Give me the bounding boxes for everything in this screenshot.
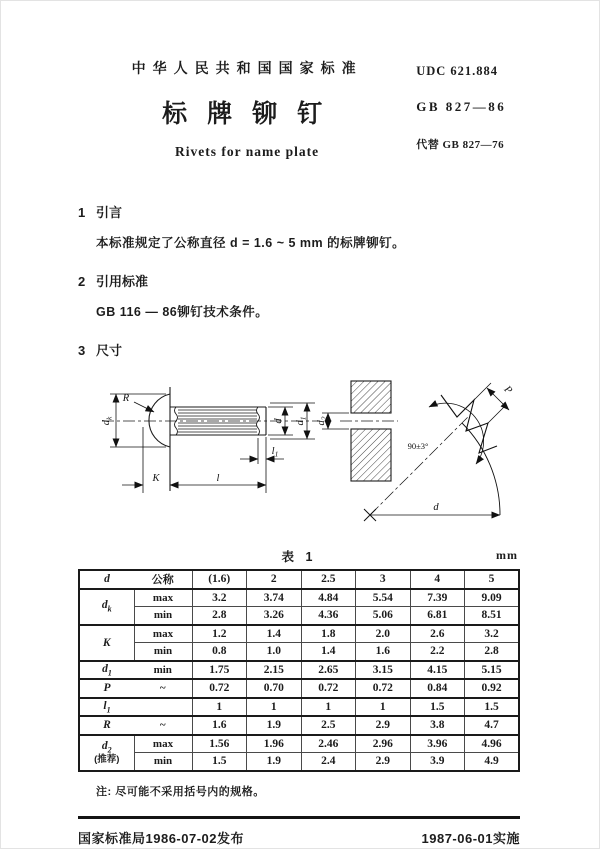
table-row bbox=[79, 679, 519, 698]
dimensions-table bbox=[78, 569, 520, 772]
table-cell: 1.6 bbox=[192, 716, 247, 735]
plate-hole-section-view bbox=[322, 381, 398, 481]
table-row bbox=[79, 643, 519, 661]
row-qualifier: min bbox=[134, 753, 192, 771]
table-cell: 4.9 bbox=[465, 753, 520, 771]
table-cell: 2.5 bbox=[301, 570, 356, 589]
table-cell: 0.70 bbox=[247, 679, 302, 698]
table-caption: 表 1 bbox=[281, 550, 317, 564]
row-qualifier: min bbox=[134, 607, 192, 625]
row-label: $d_2$ (推荐) bbox=[79, 735, 134, 771]
table-cell: 3.74 bbox=[247, 589, 302, 607]
table-row bbox=[79, 625, 519, 643]
superseded-standard: 代替 GB 827—76 bbox=[416, 139, 505, 151]
row-qualifier: 公称 bbox=[134, 570, 192, 589]
table-cell: 1.6 bbox=[356, 643, 411, 661]
table-cell: 5.15 bbox=[465, 661, 520, 680]
shank-diameter-label: d bbox=[273, 418, 284, 424]
table-cell: 0.8 bbox=[192, 643, 247, 661]
row-qualifier: min bbox=[134, 661, 192, 680]
table-cell: 0.92 bbox=[465, 679, 520, 698]
row-qualifier: max bbox=[134, 589, 192, 607]
table-cell: 3.15 bbox=[356, 661, 411, 680]
table-cell: 1.75 bbox=[192, 661, 247, 680]
table-cell: 1.5 bbox=[192, 753, 247, 771]
head-diameter-label: $d_k$ bbox=[101, 416, 114, 426]
document-footer bbox=[78, 816, 520, 847]
row-qualifier: max bbox=[134, 735, 192, 753]
table-cell: 4 bbox=[410, 570, 465, 589]
national-standard-name: 中华人民共和国国家标准 bbox=[131, 60, 363, 76]
row-label: $d_1$ bbox=[79, 661, 134, 680]
table-row bbox=[79, 753, 519, 771]
table-cell: 2.96 bbox=[356, 735, 411, 753]
table-cell: 1.9 bbox=[247, 716, 302, 735]
section-2-heading bbox=[78, 271, 520, 290]
table-cell: 2.4 bbox=[301, 753, 356, 771]
table-cell: (1.6) bbox=[192, 570, 247, 589]
table-cell: 6.81 bbox=[410, 607, 465, 625]
knurl-diameter-label: $d_1$ bbox=[295, 416, 308, 426]
section-2-body: GB 116 — 86铆钉技术条件。 bbox=[96, 305, 269, 319]
table-cell: 3.2 bbox=[192, 589, 247, 607]
table-cell: 0.72 bbox=[301, 679, 356, 698]
table-cell: 5.06 bbox=[356, 607, 411, 625]
radius-label: R bbox=[122, 393, 130, 404]
table-cell: 2.5 bbox=[301, 716, 356, 735]
document-title-english: Rivets for name plate bbox=[175, 144, 320, 159]
knurl-angle-label: 90±3° bbox=[407, 441, 429, 451]
table-cell: 3.9 bbox=[410, 753, 465, 771]
table-cell: 8.51 bbox=[465, 607, 520, 625]
header-title-block bbox=[78, 58, 416, 160]
detail-diameter-label: d bbox=[433, 502, 439, 513]
table-cell: 1.96 bbox=[247, 735, 302, 753]
table-cell: 3.2 bbox=[465, 625, 520, 643]
table-cell: 9.09 bbox=[465, 589, 520, 607]
table-row bbox=[79, 698, 519, 717]
row-label: $d_k$ bbox=[79, 589, 134, 625]
body-sections bbox=[78, 202, 520, 359]
table-cell: 4.36 bbox=[301, 607, 356, 625]
table-row bbox=[79, 716, 519, 735]
table-cell: 3.26 bbox=[247, 607, 302, 625]
effective-date: 1987-06-01实施 bbox=[421, 830, 520, 846]
table-cell: 1.0 bbox=[247, 643, 302, 661]
table-cell: 5 bbox=[465, 570, 520, 589]
table-cell: 2 bbox=[247, 570, 302, 589]
table-cell: 2.2 bbox=[410, 643, 465, 661]
row-label: d bbox=[79, 570, 134, 589]
section-number: 3 bbox=[78, 343, 86, 358]
table-row bbox=[79, 661, 519, 680]
table-cell: 2.8 bbox=[192, 607, 247, 625]
table-cell: 2.8 bbox=[465, 643, 520, 661]
row-label: R bbox=[79, 716, 134, 735]
section-3-heading bbox=[78, 340, 520, 359]
row-qualifier: ~ bbox=[134, 716, 192, 735]
section-number: 2 bbox=[78, 274, 86, 289]
table-cell: 2.0 bbox=[356, 625, 411, 643]
section-title: 引言 bbox=[96, 205, 123, 220]
table-cell: 3.8 bbox=[410, 716, 465, 735]
row-label: K bbox=[79, 625, 134, 661]
table-cell: 5.54 bbox=[356, 589, 411, 607]
row-qualifier: ~ bbox=[134, 679, 192, 698]
head-height-label: K bbox=[152, 473, 160, 484]
row-qualifier: max bbox=[134, 625, 192, 643]
table-row bbox=[79, 589, 519, 607]
table-cell: 1.2 bbox=[192, 625, 247, 643]
table-cell: 0.84 bbox=[410, 679, 465, 698]
document-title: 标牌铆钉 bbox=[162, 100, 343, 128]
row-label: $l_1$ bbox=[79, 698, 134, 717]
standard-code: GB 827—86 bbox=[416, 99, 507, 114]
hole-diameter-label: $d_2$ bbox=[316, 416, 329, 426]
table-cell: 0.72 bbox=[356, 679, 411, 698]
table-cell: 7.39 bbox=[410, 589, 465, 607]
tip-length-label: $l_1$ bbox=[271, 446, 279, 459]
table-cell: 4.15 bbox=[410, 661, 465, 680]
table-cell: 2.9 bbox=[356, 716, 411, 735]
table-cell: 1.9 bbox=[247, 753, 302, 771]
table-cell: 3.96 bbox=[410, 735, 465, 753]
udc-number: UDC 621.884 bbox=[416, 64, 499, 78]
table-cell: 1.4 bbox=[301, 643, 356, 661]
section-title: 引用标准 bbox=[96, 274, 149, 289]
table-cell: 2.46 bbox=[301, 735, 356, 753]
table-cell: 1.5 bbox=[410, 698, 465, 717]
table-cell: 4.7 bbox=[465, 716, 520, 735]
row-qualifier bbox=[134, 698, 192, 717]
table-cell: 2.15 bbox=[247, 661, 302, 680]
row-label: P bbox=[79, 679, 134, 698]
table-cell: 4.84 bbox=[301, 589, 356, 607]
table-cell: 1.56 bbox=[192, 735, 247, 753]
table-cell: 1.4 bbox=[247, 625, 302, 643]
section-number: 1 bbox=[78, 205, 86, 220]
table-cell: 1 bbox=[192, 698, 247, 717]
table-cell: 3 bbox=[356, 570, 411, 589]
table-cell: 4.96 bbox=[465, 735, 520, 753]
rivet-drawing-svg bbox=[88, 367, 520, 543]
section-title: 尺寸 bbox=[96, 343, 123, 358]
issue-date: 国家标准局1986-07-02发布 bbox=[78, 830, 244, 846]
header-code-block bbox=[416, 58, 520, 160]
table-row bbox=[79, 570, 519, 589]
table-cell: 1 bbox=[247, 698, 302, 717]
rivet-technical-drawing bbox=[88, 367, 520, 543]
table-unit: mm bbox=[496, 548, 518, 562]
table-caption-row bbox=[78, 547, 520, 563]
section-1-body: 本标准规定了公称直径 d = 1.6 ~ 5 mm 的标牌铆钉。 bbox=[96, 236, 406, 250]
table-cell: 1 bbox=[301, 698, 356, 717]
table-cell: 1.5 bbox=[465, 698, 520, 717]
table-cell: 2.6 bbox=[410, 625, 465, 643]
table-row bbox=[79, 607, 519, 625]
section-1-heading bbox=[78, 202, 520, 221]
knurl-pitch-label: P bbox=[501, 384, 514, 397]
document-header bbox=[78, 58, 520, 160]
table-note: 注: 尽可能不采用括号内的规格。 bbox=[96, 785, 265, 798]
table-cell: 1.8 bbox=[301, 625, 356, 643]
table-cell: 2.65 bbox=[301, 661, 356, 680]
length-label: l bbox=[216, 473, 220, 484]
rivet-dimensions bbox=[110, 394, 315, 493]
table-cell: 2.9 bbox=[356, 753, 411, 771]
table-row bbox=[79, 735, 519, 753]
table-cell: 1 bbox=[356, 698, 411, 717]
row-qualifier: min bbox=[134, 643, 192, 661]
table-cell: 0.72 bbox=[192, 679, 247, 698]
